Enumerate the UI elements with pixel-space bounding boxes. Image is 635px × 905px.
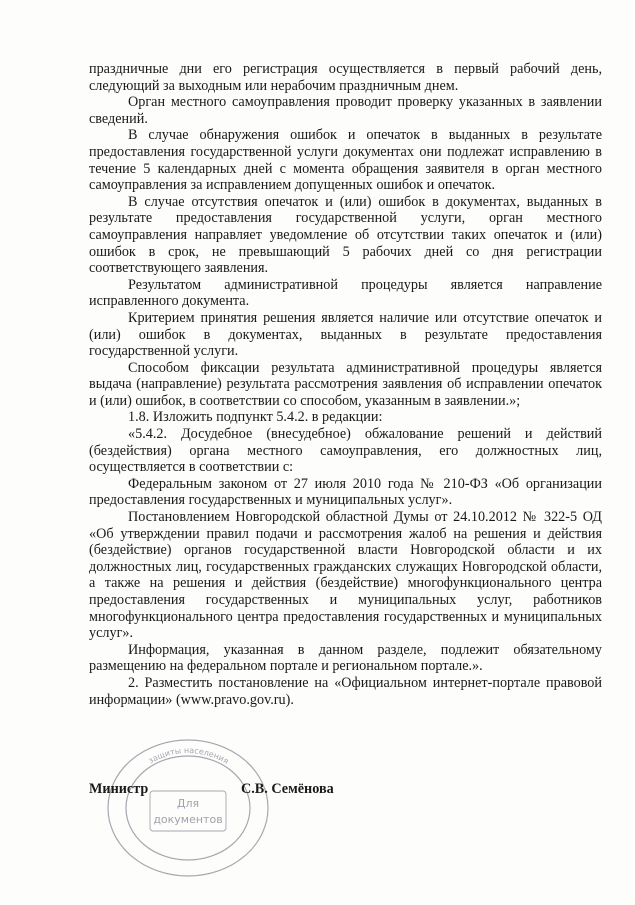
paragraph-3: В случае обнаружения ошибок и опечаток в выданных в результате предоставления государственной услуги документах они подлежат исправлению в течение 5 календарных дней с момента обращения заявителя в орган местного самоуправления за исправлением допущенных ошибок и опечаток. [89, 127, 602, 194]
document-body [89, 61, 602, 708]
stamp-ring-text: защиты населения [146, 745, 231, 766]
paragraph-6: Критерием принятия решения является наличие или отсутствие опечаток и (или) ошибок в документах, выданных в результате предоставления государственной услуги. [89, 309, 602, 360]
paragraph-8: 1.8. Изложить подпункт 5.4.2. в редакции: [128, 409, 383, 426]
paragraph-7: Способом фиксации результата административной процедуры является выдача (направление) результата рассмотрения заявления об исправлении опечаток и (или) ошибок, в соответствии со способом, указанным в заявлении.»; [89, 359, 602, 409]
paragraph-5: Результатом административной процедуры является направление исправленного документа. [89, 276, 602, 310]
stamp-graphic [104, 735, 272, 881]
paragraph-1: праздничные дни его регистрация осуществляется в первый рабочий день, следующий за выходным или нерабочим праздничным днем. [89, 61, 602, 94]
paragraph-4: В случае отсутствия опечаток и (или) ошибок в документах, выданных в результате предоставления государственной услуги, орган местного самоуправления направляет уведомление об отсутствии таких опечаток и (или) ошибок в срок, не превышающий 5 рабочих дней со дня регистрации соответствующего заявления. [89, 193, 602, 277]
stamp-line-2: документов [153, 813, 223, 826]
signature-name: С.В. Семёнова [241, 781, 334, 797]
signature-title: Министр [89, 781, 149, 797]
paragraph-11: Постановлением Новгородской областной Думы от 24.10.2012 № 322-5 ОД «Об утверждении правил подачи и рассмотрения жалоб на решения и действия (бездействие) органов государственной власти Новгородской области и их должностных лиц, государственных гражданских служащих Новгородской области, а также на решения и действия (бездействие) многофункционального центра предоставления государственных и муниципальных услуг, работников многофункционального центра предоставления государственных и муниципальных услуг». [89, 509, 602, 642]
paragraph-2: Орган местного самоуправления проводит проверку указанных в заявлении сведений. [89, 94, 602, 127]
paragraph-9: «5.4.2. Досудебное (внесудебное) обжалование решений и действий (бездействия) органа местного самоуправления, его должностных лиц, осуществляется в соответствии с: [89, 426, 602, 476]
official-stamp [104, 735, 272, 881]
paragraph-10: Федеральным законом от 27 июля 2010 года № 210-ФЗ «Об организации предоставления государственных и муниципальных услуг». [89, 475, 602, 509]
stamp-line-1: Для [176, 797, 200, 810]
paragraph-12: Информация, указанная в данном разделе, подлежит обязательному размещению на федеральном портале и региональном портале.». [89, 641, 602, 675]
paragraph-13: 2. Разместить постановление на «Официальном интернет-портале правовой информации» (www.pravo.gov.ru). [89, 674, 602, 708]
